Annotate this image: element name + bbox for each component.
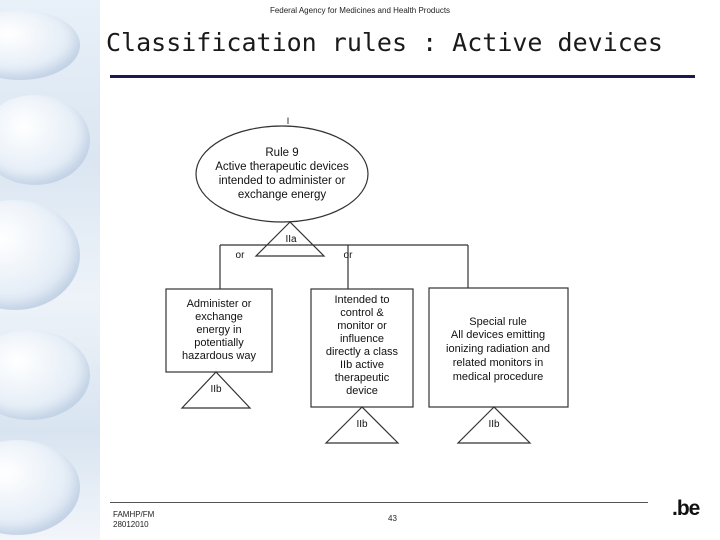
box-2-line-4: influence	[339, 333, 385, 345]
box-1-class-label: IIb	[210, 384, 222, 395]
page-title: Classification rules : Active devices	[106, 28, 663, 57]
root-class-label: IIa	[285, 234, 297, 245]
footer-org: FAMHP/FM	[113, 510, 155, 519]
root-line-3: intended to administer or	[218, 175, 346, 187]
box-1-line-2: exchange	[195, 311, 243, 323]
root-ellipse	[196, 126, 368, 222]
box-1-line-1: Administer or	[186, 298, 252, 310]
box-2-line-5: directly a class	[325, 346, 399, 358]
box-3-line-1: Special rule	[469, 316, 527, 328]
box-1-line-4: potentially	[194, 337, 244, 349]
box-1-line-5: hazardous way	[182, 350, 256, 362]
footer-info	[113, 510, 154, 530]
footer-divider	[110, 502, 648, 503]
box-2-line-6: IIb active	[339, 359, 385, 371]
box-3-line-2: All devices emitting	[450, 329, 546, 341]
box-2-line-1: Intended to	[334, 294, 390, 306]
box-2-line-2: control &	[340, 307, 384, 319]
footer-date: 28012010	[113, 520, 149, 529]
box-3-class-label: IIb	[488, 419, 500, 430]
branch-label-or: or	[235, 250, 245, 261]
box-3-line-4: related monitors in	[452, 357, 544, 369]
root-line-2: Active therapeutic devices	[215, 161, 349, 173]
box-2-line-3: monitor or	[337, 320, 387, 332]
box-2-line-7: therapeutic	[334, 372, 390, 384]
box-3-line-3: ionizing radiation and	[446, 343, 550, 355]
box-2-line-8: device	[346, 385, 378, 397]
agency-header: Federal Agency for Medicines and Health Products	[269, 6, 451, 15]
box-1-line-3: energy in	[196, 324, 242, 336]
box-3-line-5: medical procedure	[452, 371, 544, 383]
root-line-1: Rule 9	[265, 147, 299, 159]
box-2-class-label: IIb	[356, 419, 368, 430]
be-logo: .be	[672, 497, 700, 520]
page-number: 43	[388, 514, 397, 523]
top-marker: I	[286, 116, 290, 126]
branch-label-or: or	[343, 250, 353, 261]
root-line-4: exchange energy	[237, 189, 327, 201]
